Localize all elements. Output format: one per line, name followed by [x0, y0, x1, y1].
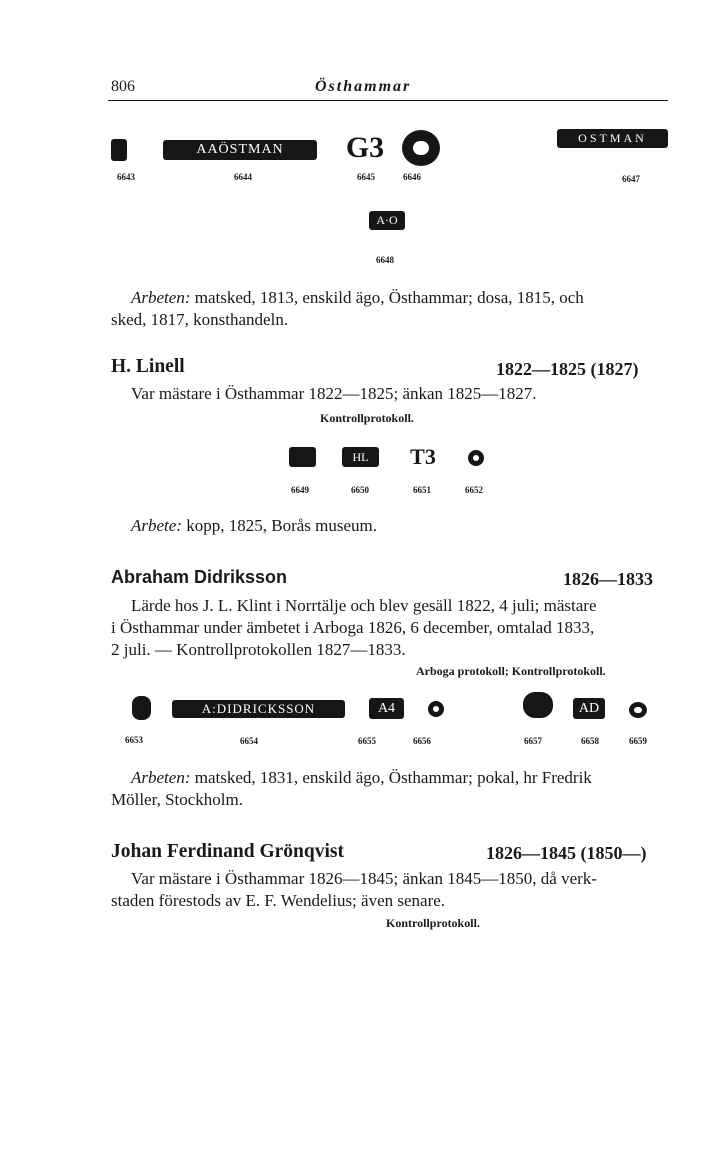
linell-bio: Var mästare i Östhammar 1822—1825; änkan 1825—1827. [131, 384, 537, 403]
running-title: Östhammar [315, 78, 412, 95]
linell-source: Kontrollprotokoll. [320, 411, 414, 425]
hallmark-6650: HL [342, 447, 379, 467]
mark-number-6651: 6651 [413, 485, 431, 495]
page-number: 806 [111, 78, 135, 95]
didriksson-works-cont: Möller, Stockholm. [111, 790, 244, 809]
mark-number-6655: 6655 [358, 736, 376, 746]
hallmark-6652 [468, 450, 484, 466]
mark-number-6654: 6654 [240, 736, 258, 746]
smith-years-gronqvist: 1826—1845 (1850—) [486, 843, 647, 863]
smith-name-gronqvist: Johan Ferdinand Grönqvist [111, 841, 344, 862]
hallmark-6656 [428, 701, 444, 717]
mark-number-6650: 6650 [351, 485, 369, 495]
works-paragraph-1 [131, 287, 671, 309]
mark-number-6646: 6646 [403, 172, 421, 182]
works-label: Arbeten: [131, 288, 191, 307]
linell-work [131, 515, 377, 537]
smith-name-didriksson: Abraham Didriksson [111, 567, 288, 587]
smith-years-linell: 1822—1825 (1827) [496, 359, 639, 379]
mark-number-6649: 6649 [291, 485, 309, 495]
works-paragraph-1-cont: sked, 1817, konsthandeln. [111, 310, 289, 329]
gronqvist-bio-1: Var mästare i Östhammar 1826—1845; änkan 1845—1850, då verk- [131, 869, 597, 888]
mark-number-6656: 6656 [413, 736, 431, 746]
didriksson-source: Arboga protokoll; Kontrollprotokoll. [416, 664, 606, 678]
hallmark-6658: AD [573, 698, 605, 719]
works-label: Arbeten: [131, 768, 191, 787]
didriksson-works [131, 767, 671, 789]
hallmark-6654: A:DIDRICKSSON [172, 700, 345, 718]
mark-number-6653: 6653 [125, 735, 143, 745]
smith-years-didriksson: 1826—1833 [563, 569, 653, 589]
hallmark-6645: G3 [345, 131, 385, 164]
works-text: matsked, 1831, enskild ägo, Östhammar; pokal, hr Fredrik [194, 768, 592, 787]
hallmark-6653 [132, 696, 151, 720]
hallmark-6659 [629, 702, 647, 718]
mark-number-6648: 6648 [376, 255, 394, 265]
hallmark-6644: AAÖSTMAN [163, 140, 317, 160]
mark-number-6643: 6643 [117, 172, 135, 182]
hallmark-6651: T3 [410, 444, 436, 469]
hallmark-6648: A·O [369, 211, 405, 230]
didriksson-bio-3: 2 juli. — Kontrollprotokollen 1827—1833. [111, 640, 406, 659]
mark-number-6659: 6659 [629, 736, 647, 746]
didriksson-bio-1: Lärde hos J. L. Klint i Norrtälje och blev gesäll 1822, 4 juli; mästare [131, 596, 597, 615]
hallmark-6649 [289, 447, 316, 467]
mark-number-6644: 6644 [234, 172, 252, 182]
work-label: Arbete: [131, 516, 182, 535]
header-rule [108, 100, 668, 101]
hallmark-6655: A4 [369, 698, 404, 719]
didriksson-bio-2: i Östhammar under ämbetet i Arboga 1826, 6 december, omtalad 1833, [111, 618, 595, 637]
hallmark-6643 [111, 139, 127, 161]
mark-number-6645: 6645 [357, 172, 375, 182]
mark-number-6658: 6658 [581, 736, 599, 746]
smith-name-linell: H. Linell [111, 356, 185, 377]
hallmark-6646 [402, 130, 440, 166]
gronqvist-bio-2: staden förestods av E. F. Wendelius; även senare. [111, 891, 446, 910]
works-text: matsked, 1813, enskild ägo, Östhammar; dosa, 1815, och [194, 288, 584, 307]
mark-number-6647: 6647 [622, 174, 640, 184]
gronqvist-source: Kontrollprotokoll. [386, 916, 480, 930]
hallmark-6647: OSTMAN [557, 129, 668, 148]
work-text: kopp, 1825, Borås museum. [186, 516, 378, 535]
mark-number-6657: 6657 [524, 736, 542, 746]
hallmark-6657 [523, 692, 553, 718]
mark-number-6652: 6652 [465, 485, 483, 495]
